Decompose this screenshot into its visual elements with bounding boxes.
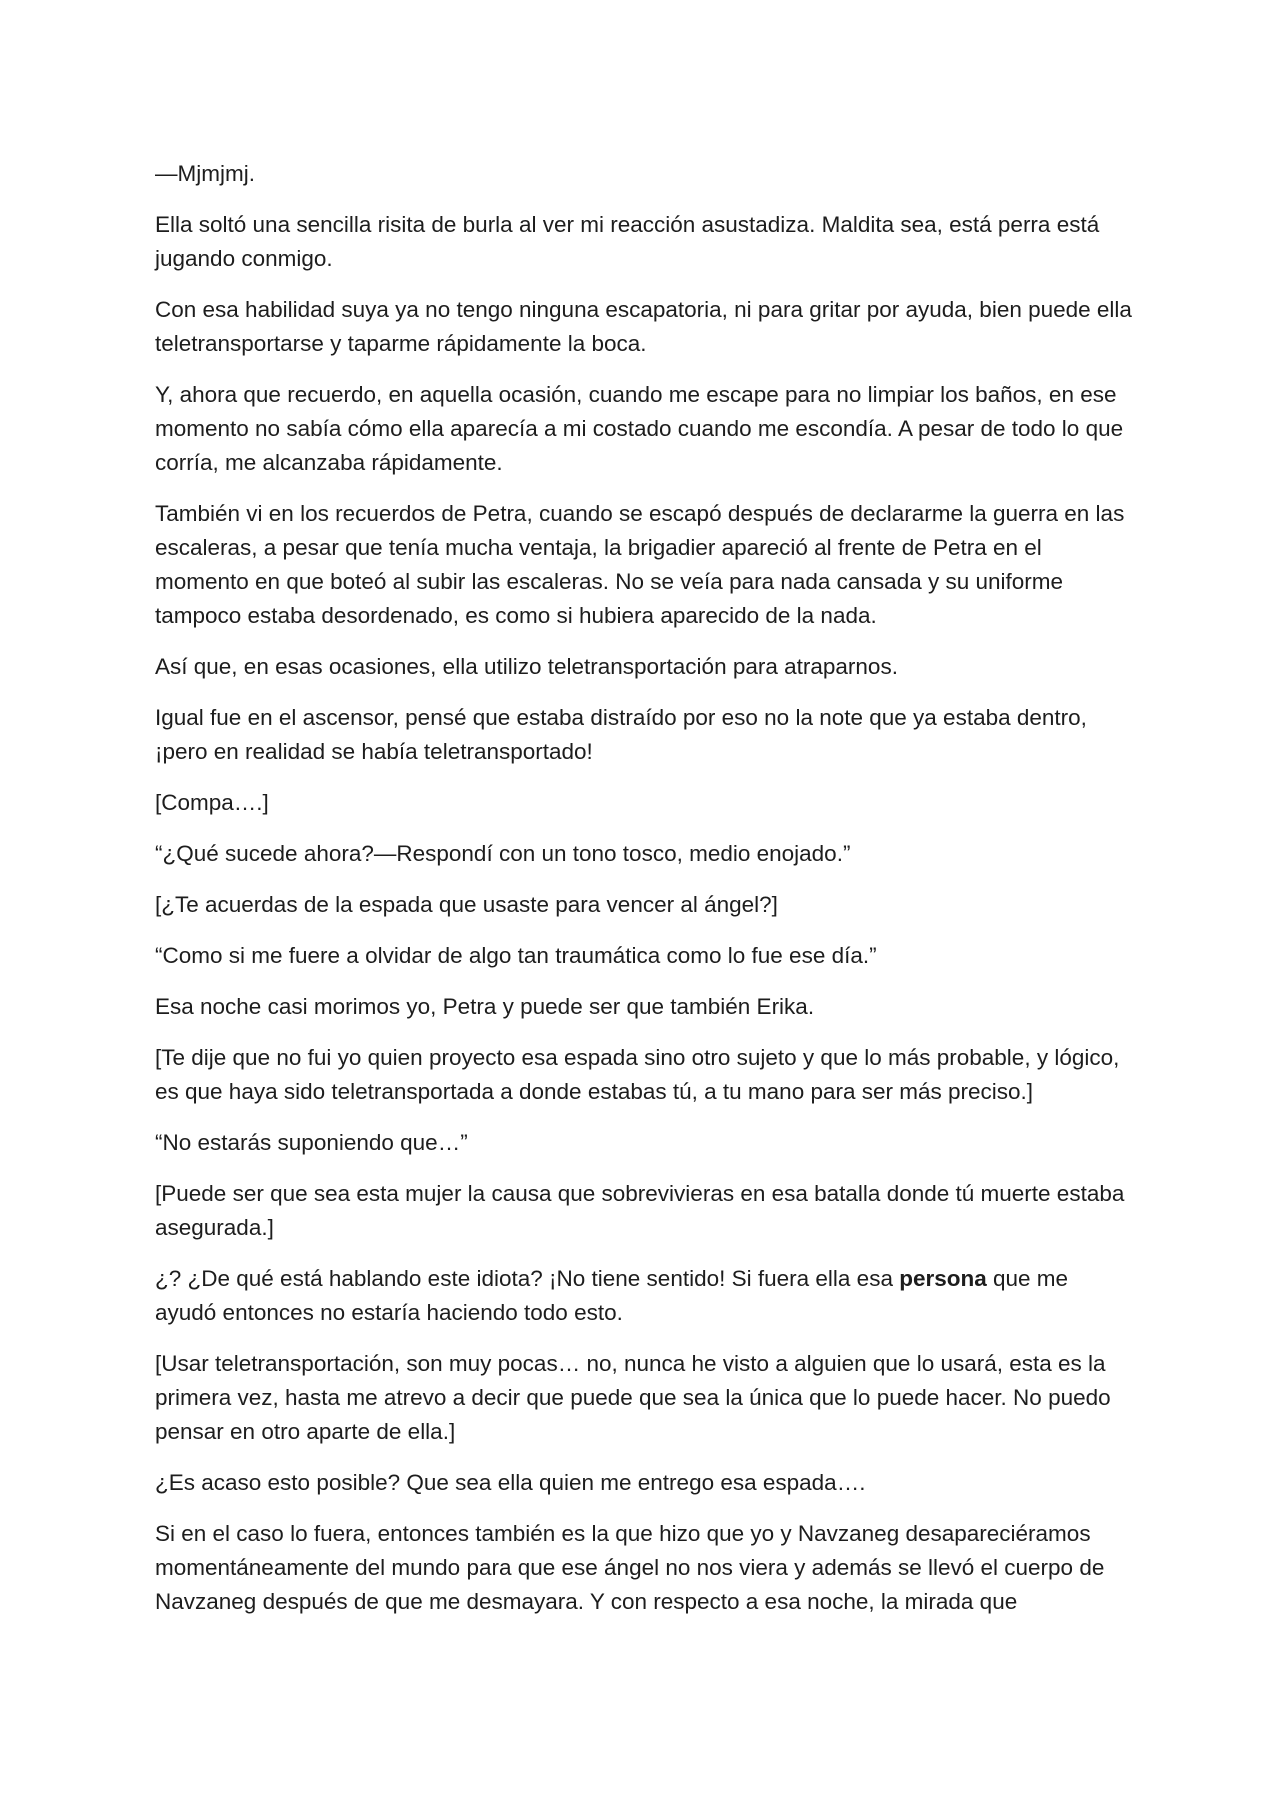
- bold-word: persona: [899, 1266, 987, 1291]
- document-body: [155, 157, 1135, 1636]
- paragraph-16-text-before: ¿? ¿De qué está hablando este idiota? ¡No tiene sentido! Si fuera ella esa: [155, 1266, 900, 1291]
- paragraph-8: [Compa….]: [155, 790, 269, 815]
- paragraph-5: También vi en los recuerdos de Petra, cuando se escapó después de declararme la guerra en las escaleras, a pesar que tenía mucha ventaja, la brigadier apareció al frente de Petra en el momento en que boteó al subir las escaleras. No se veía para nada cansada y su uniforme tampoco estaba desordenado, es como si hubiera aparecido de la nada.: [155, 501, 1125, 628]
- paragraph-9: “¿Qué sucede ahora?—Respondí con un tono tosco, medio enojado.”: [155, 841, 851, 866]
- paragraph-18: ¿Es acaso esto posible? Que sea ella quien me entrego esa espada….: [155, 1470, 866, 1495]
- paragraph-2: Ella soltó una sencilla risita de burla al ver mi reacción asustadiza. Maldita sea, está perra está jugando conmigo.: [155, 212, 1100, 271]
- paragraph-16: [155, 1262, 1135, 1330]
- paragraph-15: [Puede ser que sea esta mujer la causa que sobrevivieras en esa batalla donde tú muerte estaba asegurada.]: [155, 1181, 1125, 1240]
- paragraph-17: [Usar teletransportación, son muy pocas… no, nunca he visto a alguien que lo usará, esta es la primera vez, hasta me atrevo a decir que puede que sea la única que lo puede hacer. No puedo pensar en otro aparte de ella.]: [155, 1351, 1111, 1444]
- paragraph-10: [¿Te acuerdas de la espada que usaste para vencer al ángel?]: [155, 892, 778, 917]
- paragraph-6: Así que, en esas ocasiones, ella utilizo teletransportación para atraparnos.: [155, 654, 898, 679]
- paragraph-7: Igual fue en el ascensor, pensé que estaba distraído por eso no la note que ya estaba dentro, ¡pero en realidad se había teletransportado!: [155, 705, 1087, 764]
- paragraph-19: Si en el caso lo fuera, entonces también es la que hizo que yo y Navzaneg desapareciéramos momentáneamente del mundo para que ese ángel no nos viera y además se llevó el cuerpo de Navzaneg después de que me desmayara. Y con respecto a esa noche, la mirada que: [155, 1521, 1105, 1614]
- paragraph-3: Con esa habilidad suya ya no tengo ninguna escapatoria, ni para gritar por ayuda, bien puede ella teletransportarse y taparme rápidamente la boca.: [155, 297, 1132, 356]
- paragraph-11: “Como si me fuere a olvidar de algo tan traumática como lo fue ese día.”: [155, 943, 877, 968]
- paragraph-13: [Te dije que no fui yo quien proyecto esa espada sino otro sujeto y que lo más probable, y lógico, es que haya sido teletransportada a donde estabas tú, a tu mano para ser más preciso.]: [155, 1045, 1120, 1104]
- paragraph-16-text-after: que me ayudó entonces no estaría haciendo todo esto.: [155, 1266, 1069, 1325]
- paragraph-12: Esa noche casi morimos yo, Petra y puede ser que también Erika.: [155, 994, 815, 1019]
- paragraph-1: —Mjmjmj.: [155, 161, 255, 186]
- paragraph-14: “No estarás suponiendo que…”: [155, 1130, 468, 1155]
- paragraph-4: Y, ahora que recuerdo, en aquella ocasión, cuando me escape para no limpiar los baños, en ese momento no sabía cómo ella aparecía a mi costado cuando me escondía. A pesar de todo lo que corría, me alcanzaba rápidamente.: [155, 382, 1124, 475]
